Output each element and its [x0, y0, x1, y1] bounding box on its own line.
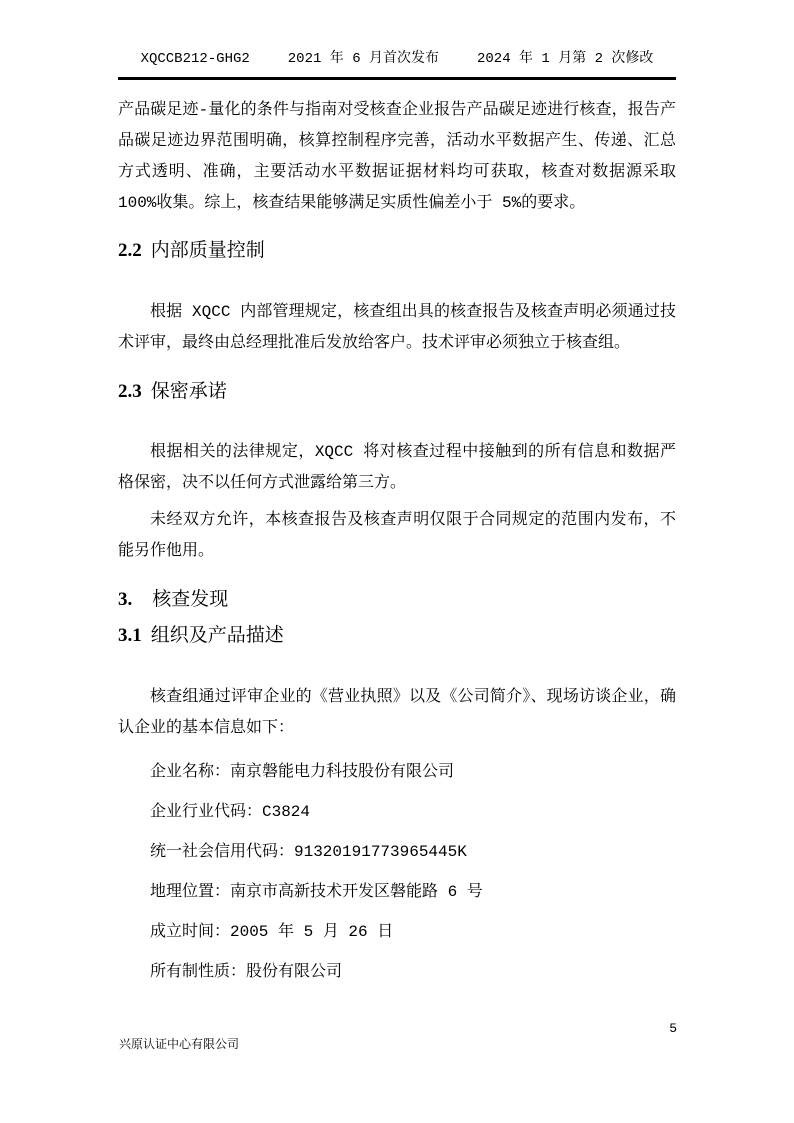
section-2-3-number: 2.3	[118, 381, 142, 402]
section-2-2-number: 2.2	[118, 240, 142, 261]
section-2-3-heading	[118, 378, 676, 406]
intro-paragraph: 产品碳足迹-量化的条件与指南对受核查企业报告产品碳足迹进行核查，报告产品碳足迹边界范围明确，核算控制程序完善，活动水平数据产生、传递、汇总方式透明、准确，主要活动水平数据证据材料均可获取，核查对数据源采取 100%收集。综上，核查结果能够满足实质性偏差小于 5%的要求。	[118, 101, 676, 212]
section-3-1-number: 3.1	[118, 625, 142, 646]
section-2-3-title: 保密承诺	[150, 381, 227, 403]
company-info-list	[118, 757, 676, 988]
company-info-industry-code: 企业行业代码：C3824	[150, 803, 311, 821]
section-3-title: 核查发现	[152, 589, 229, 611]
company-info-founded-date: 成立时间：2005 年 5 月 26 日	[150, 923, 394, 941]
page-header	[118, 0, 676, 80]
header-revision: 2024 年 1 月第 2 次修改	[477, 51, 654, 67]
section-3-1-paragraph: 核查组通过评审企业的《营业执照》以及《公司简介》、现场访谈企业，确认企业的基本信息如下：	[118, 688, 676, 737]
footer-company-name: 兴原认证中心有限公司	[119, 1038, 240, 1052]
company-info-location: 地理位置：南京市高新技术开发区磐能路 6 号	[150, 883, 483, 901]
page-number: 5	[669, 1021, 677, 1036]
header-doc-code: XQCCB212-GHG2	[140, 51, 250, 67]
company-info-ownership: 所有制性质：股份有限公司	[150, 963, 343, 981]
company-info-name: 企业名称：南京磐能电力科技股份有限公司	[150, 763, 455, 781]
company-info-credit-code: 统一社会信用代码：91320191773965445K	[150, 843, 467, 861]
section-2-3-paragraph-1: 根据相关的法律规定，XQCC 将对核查过程中接触到的所有信息和数据严格保密，决不以任何方式泄露给第三方。	[118, 443, 676, 492]
section-2-2-title: 内部质量控制	[150, 240, 265, 262]
section-3-number: 3.	[118, 589, 133, 610]
header-first-issue: 2021 年 6 月首次发布	[287, 51, 439, 67]
section-2-3-paragraph-2: 未经双方允许，本核查报告及核查声明仅限于合同规定的范围内发布，不能另作他用。	[118, 511, 676, 560]
section-2-2-paragraph: 根据 XQCC 内部管理规定，核查组出具的核查报告及核查声明必须通过技术评审，最终由总经理批准后发放给客户。技术评审必须独立于核查组。	[118, 303, 676, 352]
section-2-2-heading	[118, 237, 676, 265]
section-3-1-title: 组织及产品描述	[150, 625, 284, 647]
section-3-heading	[118, 586, 676, 614]
section-3-1-heading	[118, 622, 676, 650]
